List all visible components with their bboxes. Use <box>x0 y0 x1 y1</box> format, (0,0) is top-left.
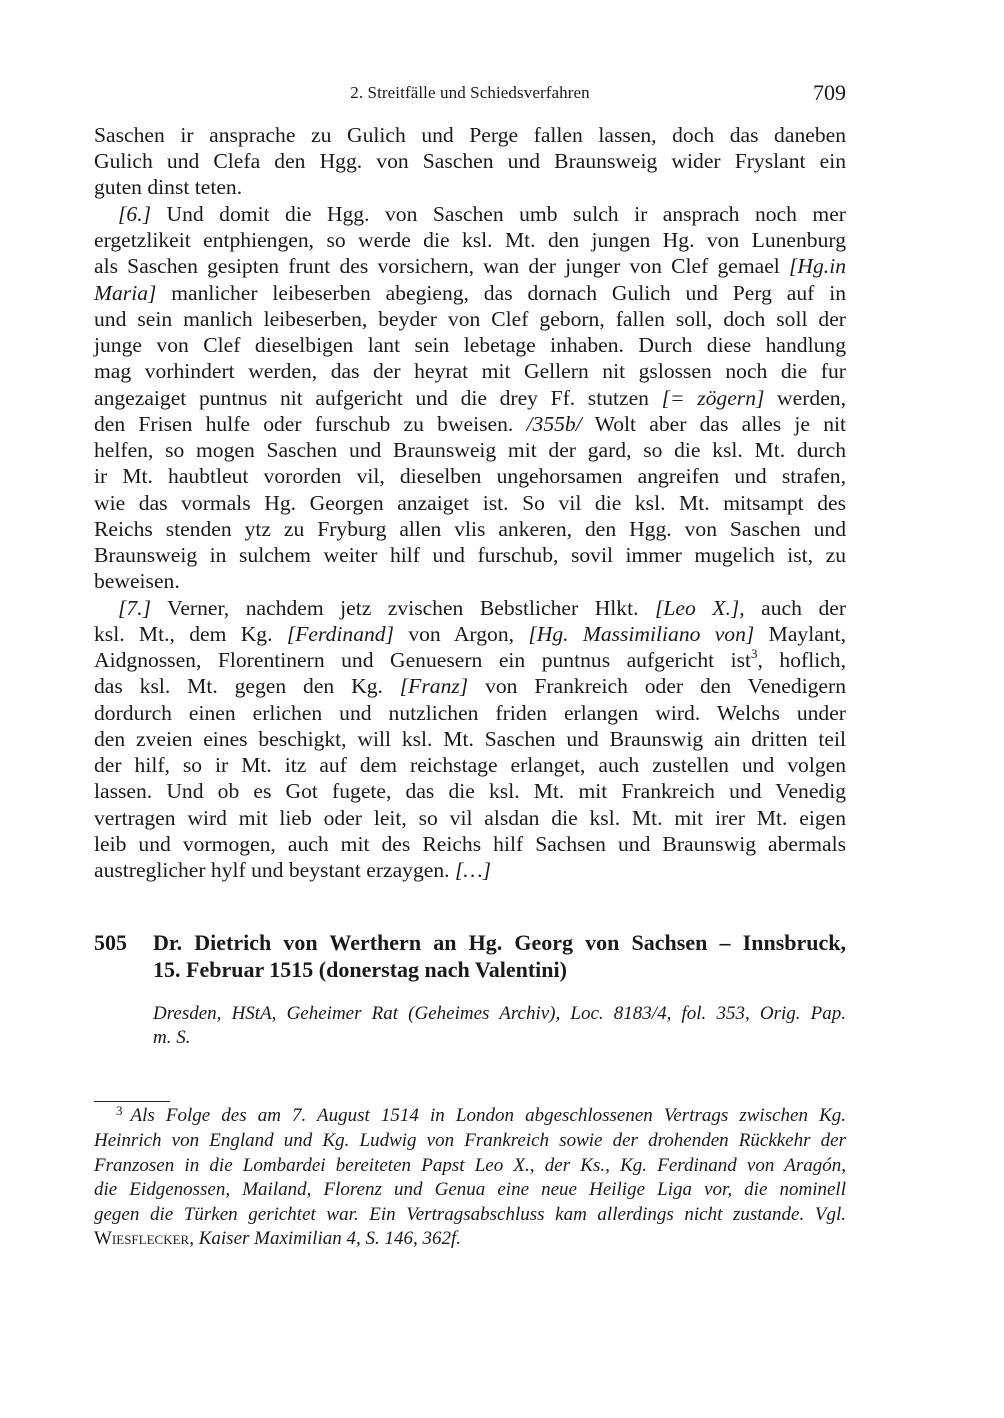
footnote-3-line: Heinrich von England und Kg. Ludwig von Frankreich sowie der drohenden Rückkehr der <box>94 1130 846 1151</box>
body-line: lassen. Und ob es Got fugete, das die ksl. Mt. mit Frankreich und Venedig <box>94 779 846 803</box>
footnote-reference[interactable]: 3 <box>751 646 758 661</box>
body-line: Gulich und Clefa den Hgg. von Saschen und Braunsweig wider Fryslant ein <box>94 149 846 173</box>
editorial-annotation: [= zögern] <box>661 386 765 410</box>
body-line: austreglicher hylf und beystant erzaygen. […] <box>94 858 491 882</box>
editorial-annotation: Maria] <box>94 281 157 305</box>
footnote-3-line: Wiesflecker, Kaiser Maximilian 4, S. 146, 362f. <box>94 1228 462 1249</box>
body-line: Reichs stenden ytz zu Fryburg allen vlis ankeren, den Hgg. von Saschen und <box>94 517 846 541</box>
body-line: ksl. Mt., dem Kg. [Ferdinand] von Argon, [Hg. Massimiliano von] Maylant, <box>94 622 846 646</box>
body-line: dordurch einen erlichen und nutzlichen friden erlangen wird. Welchs under <box>94 701 846 725</box>
editorial-annotation: [Hg.in <box>789 254 846 278</box>
page-number: 709 <box>813 80 846 105</box>
editorial-annotation: [Franz] <box>399 674 469 698</box>
body-line: das ksl. Mt. gegen den Kg. [Franz] von Frankreich oder den Venedigern <box>94 674 846 698</box>
body-line: den Frisen hulfe oder furschub zu bweisen. /355b/ Wolt aber das alles je nit <box>94 412 846 436</box>
body-line: als Saschen gesipten frunt des vorsichern, wan der junger von Clef gemael [Hg.in <box>94 254 846 278</box>
footnote-separator <box>94 1101 170 1102</box>
running-title: 2. Streitfälle und Schiedsverfahren <box>350 83 590 102</box>
paragraph-7-start: [7.] Verner, nachdem jetz zvischen Bebstlicher Hlkt. [Leo X.], auch der <box>118 596 847 620</box>
body-line: leib und vormogen, auch mit des Reichs hilf Sachsen und Braunswig abermals <box>94 832 846 856</box>
body-line: Saschen ir ansprache zu Gulich und Perge fallen lassen, doch das daneben <box>94 123 846 147</box>
body-line: Braunsweig in sulchem weiter hilf und furschub, sovil immer mugelich ist, zu <box>94 543 846 567</box>
body-line: junge von Clef dieselbigen lant sein lebetage inhaben. Durch diese handlung <box>94 333 846 357</box>
body-line: der hilf, so ir Mt. itz auf dem reichstage erlanget, auch zustellen und volgen <box>94 753 846 777</box>
entry-title-line-1: Dr. Dietrich von Werthern an Hg. Georg von Sachsen – Innsbruck, <box>153 930 846 955</box>
entry-title-line-2: 15. Februar 1515 (donerstag nach Valentini) <box>153 957 567 982</box>
body-line: Maria] manlicher leibeserben abegieng, das dornach Gulich und Perg auf in <box>94 281 846 305</box>
body-line: und sein manlich leibeserben, beyder von Clef geborn, fallen soll, doch soll der <box>94 307 846 331</box>
folio-marker: /355b/ <box>526 412 582 436</box>
omission-marker: […] <box>454 858 491 882</box>
body-line: wie das vormals Hg. Georgen anzaiget ist. So vil die ksl. Mt. mitsampt des <box>94 491 846 515</box>
footnote-mark: 3 <box>116 1103 123 1118</box>
footnote-3-line: die Eidgenossen, Mailand, Florenz und Genua eine neue Heilige Liga vor, die nominell <box>94 1179 846 1200</box>
body-line: ergetzlikeit entphiengen, so werde die ksl. Mt. den jungen Hg. von Lunenburg <box>94 228 846 252</box>
body-line: beweisen. <box>94 569 180 593</box>
body-line: helfen, so mogen Saschen und Braunsweig mit der gard, so die ksl. Mt. durch <box>94 438 846 462</box>
body-line: den zveien eines beschigkt, will ksl. Mt. Saschen und Braunswig ain dritten teil <box>94 727 846 751</box>
section-marker: [6.] <box>118 202 152 226</box>
footnote-3-line: $^3$ Als Folge des am 7. August 1514 in London abgeschlossenen Vertrags zwischen Kg. <box>116 1103 846 1126</box>
editorial-annotation: [Leo X.] <box>654 596 740 620</box>
body-line: vertragen wird mit lieb oder leit, so vil alsdan die ksl. Mt. mit irer Mt. eigen <box>94 806 846 830</box>
paragraph-6-start: [6.] Und domit die Hgg. von Saschen umb sulch ir ansprach noch mer <box>118 202 846 226</box>
footnote-3-line: gegen die Türken gerichtet war. Ein Vertragsabschluss kam allerdings nicht zustande. Vgl. <box>94 1204 846 1225</box>
section-marker: [7.] <box>118 596 152 620</box>
entry-number: 505 <box>94 930 127 955</box>
page-header <box>94 80 846 106</box>
source-citation-line-1: Dresden, HStA, Geheimer Rat (Geheimes Archiv), Loc. 8183/4, fol. 353, Orig. Pap. <box>153 1003 846 1024</box>
body-line: guten dinst teten. <box>94 175 243 199</box>
editorial-annotation: [Ferdinand] <box>286 622 394 646</box>
editorial-annotation: [Hg. Massimiliano von] <box>528 622 755 646</box>
footnote-3-line: Franzosen in die Lombardei bereiteten Papst Leo X., der Ks., Kg. Ferdinand von Aragón, <box>94 1155 846 1176</box>
body-line: mag vorhindert werden, das der heyrat mit Gellern nit gslossen noch die fur <box>94 359 846 383</box>
body-line: angezaiget puntnus nit aufgericht und die drey Ff. stutzen [= zögern] werden, <box>94 386 846 410</box>
source-citation-line-2: m. S. <box>153 1027 191 1048</box>
cited-author: Wiesflecker <box>94 1228 190 1249</box>
body-line: ir Mt. haubtleut vororden vil, dieselben ungehorsamen angreifen und strafen, <box>94 464 846 488</box>
body-line: Aidgnossen, Florentinern und Genuesern ein puntnus aufgericht ist$^3$, hoflich, <box>94 646 846 672</box>
